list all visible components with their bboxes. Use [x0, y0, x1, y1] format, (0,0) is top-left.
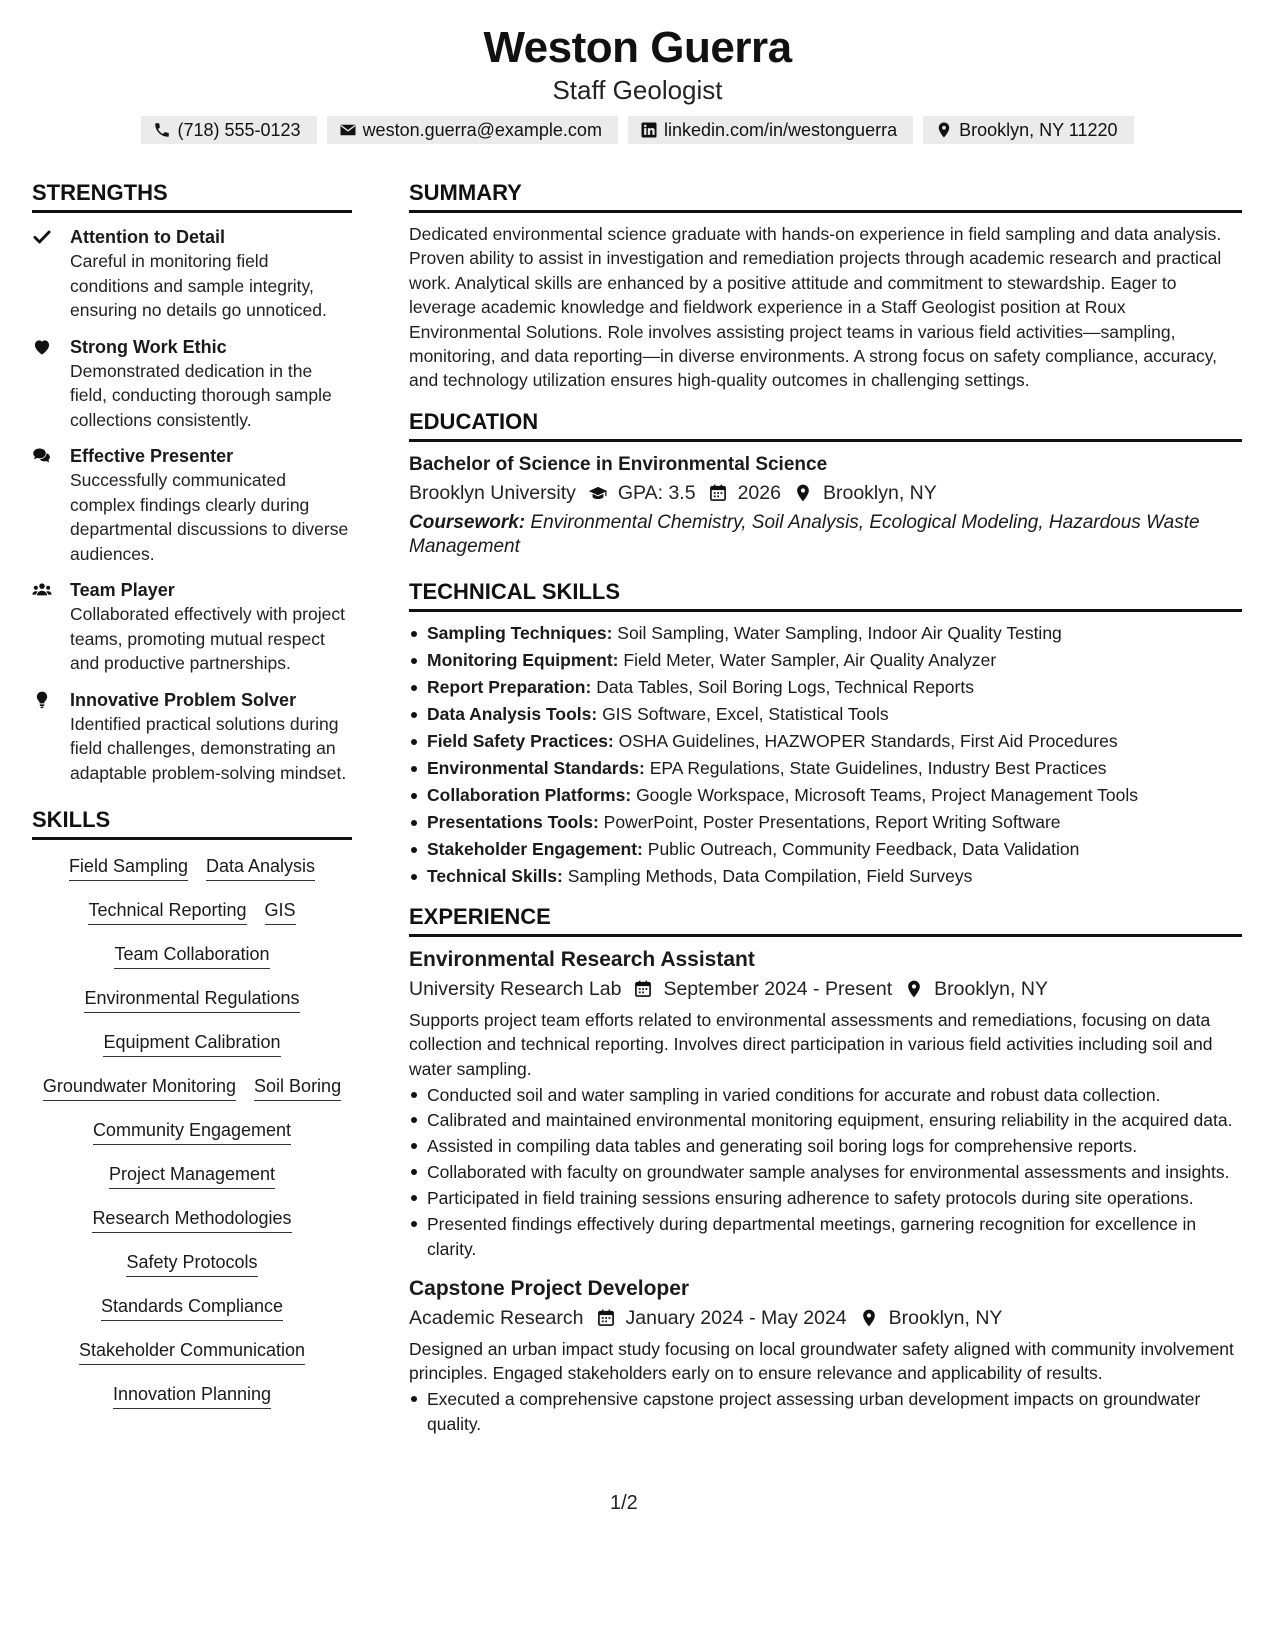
education-meta: [409, 478, 1242, 508]
job-location: Brooklyn, NY: [888, 1306, 1003, 1329]
skill-label: Technical Skills:: [427, 865, 563, 886]
list-item: [409, 620, 1242, 647]
strength-title: Effective Presenter: [70, 446, 234, 466]
skills-heading: SKILLS: [32, 807, 352, 840]
map-pin-icon: [859, 1308, 879, 1328]
skill-value: PowerPoint, Poster Presentations, Report Writing Software: [603, 811, 1061, 832]
strengths-section: [32, 180, 352, 785]
list-item: [409, 755, 1242, 782]
skill-value: Sampling Methods, Data Compilation, Field Surveys: [567, 865, 973, 886]
job-entry: [409, 1275, 1242, 1436]
job-bullets: [409, 1083, 1242, 1261]
skill-label: Monitoring Equipment:: [427, 649, 619, 670]
strength-title: Innovative Problem Solver: [70, 689, 297, 710]
contact-location[interactable]: [923, 116, 1133, 144]
envelope-icon: [339, 121, 357, 139]
job-meta: [409, 974, 1242, 1004]
list-item: [409, 836, 1242, 863]
skill-chip: Safety Protocols: [126, 1250, 257, 1277]
skill-label: Environmental Standards:: [427, 757, 645, 778]
phone-icon: [153, 121, 171, 139]
skill-value: GIS Software, Excel, Statistical Tools: [602, 703, 889, 724]
graduation-cap-icon: [588, 483, 608, 503]
calendar-icon: [633, 979, 653, 999]
graduation-year: 2026: [737, 481, 781, 504]
skill-value: Public Outreach, Community Feedback, Data Validation: [647, 838, 1080, 859]
skill-label: Field Safety Practices:: [427, 730, 614, 751]
job-dates: January 2024 - May 2024: [625, 1306, 847, 1329]
strength-title: Strong Work Ethic: [70, 336, 227, 357]
strength-item: [32, 225, 352, 323]
list-item: [409, 782, 1242, 809]
skill-chip-list: [32, 854, 352, 1426]
technical-skills-list: [409, 620, 1242, 890]
job-entry: [409, 946, 1242, 1261]
skill-value: EPA Regulations, State Guidelines, Industry Best Practices: [649, 757, 1107, 778]
map-pin-icon: [904, 979, 924, 999]
skill-chip: Data Analysis: [206, 854, 315, 881]
education-heading: EDUCATION: [409, 409, 1242, 442]
skill-chip: Soil Boring: [254, 1074, 341, 1101]
skill-chip: Innovation Planning: [113, 1382, 271, 1409]
skill-label: Report Preparation:: [427, 676, 592, 697]
right-column: [409, 180, 1242, 1436]
skill-label: Presentations Tools:: [427, 811, 599, 832]
skills-section: [32, 807, 352, 1426]
job-description: Supports project team efforts related to environmental assessments and remediations, focusing on data collection and technical reporting. Involves direct participation in various field activities including soil and water sampling.: [409, 1009, 1213, 1079]
list-item: Assisted in compiling data tables and generating soil boring logs for comprehensive reports.: [409, 1134, 1242, 1158]
skill-value: Google Workspace, Microsoft Teams, Project Management Tools: [636, 784, 1138, 805]
strength-desc: Demonstrated dedication in the field, conducting thorough sample collections consistently.: [70, 360, 332, 430]
contact-location-text: Brooklyn, NY 11220: [959, 120, 1118, 140]
skill-label: Sampling Techniques:: [427, 622, 613, 643]
coursework: [409, 511, 1242, 559]
skill-value: Data Tables, Soil Boring Logs, Technical Reports: [596, 676, 974, 697]
users-icon: [32, 580, 52, 600]
list-item: [409, 728, 1242, 755]
degree-title: Bachelor of Science in Environmental Science: [409, 453, 828, 475]
skill-label: Collaboration Platforms:: [427, 784, 632, 805]
skill-chip: Field Sampling: [69, 854, 188, 881]
job-location: Brooklyn, NY: [934, 977, 1048, 1000]
strengths-heading: STRENGTHS: [32, 180, 352, 213]
skill-chip: Groundwater Monitoring: [43, 1074, 236, 1101]
job-org: Academic Research: [409, 1306, 584, 1329]
contact-linkedin[interactable]: [628, 116, 913, 144]
list-item: [409, 701, 1242, 728]
job-dates: September 2024 - Present: [663, 977, 893, 1000]
skill-chip: Team Collaboration: [114, 942, 269, 969]
skill-value: OSHA Guidelines, HAZWOPER Standards, First Aid Procedures: [618, 730, 1118, 751]
contact-linkedin-text: linkedin.com/in/westonguerra: [663, 120, 898, 140]
skill-chip: Equipment Calibration: [103, 1030, 280, 1057]
strength-item: [32, 444, 352, 566]
strength-item: [32, 688, 352, 786]
page-number: 1/2: [610, 1492, 638, 1514]
strength-desc: Identified practical solutions during field challenges, demonstrating an adaptable problem-solving mindset.: [70, 713, 347, 783]
summary-section: [409, 180, 1242, 393]
skill-value: Soil Sampling, Water Sampling, Indoor Air Quality Testing: [617, 622, 1062, 643]
skill-chip: GIS: [265, 898, 296, 925]
strength-desc: Collaborated effectively with project teams, promoting mutual respect and productive partnerships.: [70, 604, 345, 673]
school-name: Brooklyn University: [409, 481, 576, 504]
candidate-title: Staff Geologist: [552, 75, 723, 105]
contact-email[interactable]: [327, 116, 618, 144]
coursework-text: Environmental Chemistry, Soil Analysis, Ecological Modeling, Hazardous Waste Management: [409, 511, 1200, 557]
education-location: Brooklyn, NY: [822, 481, 937, 504]
list-item: [409, 647, 1242, 674]
contact-phone-text: (718) 555-0123: [177, 120, 301, 140]
job-org: University Research Lab: [409, 977, 622, 1000]
strength-title: Attention to Detail: [70, 227, 225, 247]
contact-bar: [0, 116, 1275, 144]
list-item: Presented findings effectively during departmental meetings, garnering recognition for excellence in clarity.: [409, 1212, 1242, 1261]
calendar-icon: [708, 483, 728, 503]
job-description: Designed an urban impact study focusing on local groundwater safety aligned with community involvement principles. Engaged stakeholders early on to ensure relevance and applicability of results.: [409, 1338, 1234, 1384]
skill-chip: Stakeholder Communication: [79, 1338, 305, 1365]
experience-heading: EXPERIENCE: [409, 904, 1242, 937]
list-item: Calibrated and maintained environmental monitoring equipment, ensuring reliability in the acquired data.: [409, 1108, 1242, 1132]
list-item: [409, 809, 1242, 836]
job-title: Capstone Project Developer: [409, 1276, 690, 1300]
list-item: [409, 863, 1242, 890]
strength-desc: Careful in monitoring field conditions and sample integrity, ensuring no details go unnoticed.: [70, 251, 327, 320]
summary-heading: SUMMARY: [409, 180, 1242, 213]
resume-header: [0, 22, 1275, 144]
technical-skills-section: [409, 579, 1242, 890]
list-item: [409, 674, 1242, 701]
job-title: Environmental Research Assistant: [409, 947, 755, 971]
education-section: [409, 409, 1242, 559]
comments-icon: [32, 446, 52, 466]
skill-chip: Environmental Regulations: [84, 986, 299, 1013]
heart-icon: [32, 337, 52, 357]
job-bullets: [409, 1387, 1242, 1436]
coursework-label: Coursework:: [409, 511, 526, 533]
list-item: Conducted soil and water sampling in varied conditions for accurate and robust data collection.: [409, 1083, 1242, 1107]
strength-title: Team Player: [70, 580, 175, 600]
linkedin-icon: [640, 121, 658, 139]
list-item: Executed a comprehensive capstone project assessing urban development impacts on groundwater quality.: [409, 1387, 1242, 1436]
skill-label: Data Analysis Tools:: [427, 703, 598, 724]
experience-section: [409, 904, 1242, 1436]
strength-desc: Successfully communicated complex findings clearly during departmental discussions to diverse audiences.: [70, 470, 349, 564]
skill-chip: Community Engagement: [93, 1118, 291, 1145]
gpa-text: GPA: 3.5: [617, 481, 696, 504]
check-icon: [32, 227, 52, 247]
skill-chip: Research Methodologies: [92, 1206, 291, 1233]
contact-email-text: weston.guerra@example.com: [362, 120, 602, 140]
job-meta: [409, 1303, 1242, 1333]
list-item: Participated in field training sessions ensuring adherence to safety protocols during site operations.: [409, 1186, 1242, 1210]
calendar-icon: [596, 1308, 616, 1328]
summary-text: Dedicated environmental science graduate with hands-on experience in field sampling and data analysis. Proven ability to assist in investigation and remediation projects through academic research and practical work. Analytical skills are enhanced by a positive attitude and commitment to stewardship. Eager to leverage academic knowledge and fieldwork experience in a Staff Geologist position at Roux Environmental Solutions. Role involves assisting project teams in various field activities—sampling, monitoring, and data reporting—in diverse environments. A strong focus on safety compliance, accuracy, and technology utilization ensures high-quality outcomes in challenging settings.: [409, 224, 1222, 391]
skill-chip: Project Management: [109, 1162, 275, 1189]
skill-chip: Technical Reporting: [88, 898, 246, 925]
strength-item: [32, 335, 352, 433]
list-item: Collaborated with faculty on groundwater sample analyses for environmental assessments and insights.: [409, 1160, 1242, 1184]
map-pin-icon: [793, 483, 813, 503]
strength-item: [32, 578, 352, 676]
technical-skills-heading: TECHNICAL SKILLS: [409, 579, 1242, 612]
skill-value: Field Meter, Water Sampler, Air Quality Analyzer: [623, 649, 997, 670]
skill-chip: Standards Compliance: [101, 1294, 283, 1321]
contact-phone[interactable]: [141, 116, 316, 144]
map-pin-icon: [935, 121, 953, 139]
left-column: [32, 180, 352, 1426]
skill-label: Stakeholder Engagement:: [427, 838, 643, 859]
candidate-name: Weston Guerra: [483, 23, 792, 72]
lightbulb-icon: [32, 690, 52, 710]
